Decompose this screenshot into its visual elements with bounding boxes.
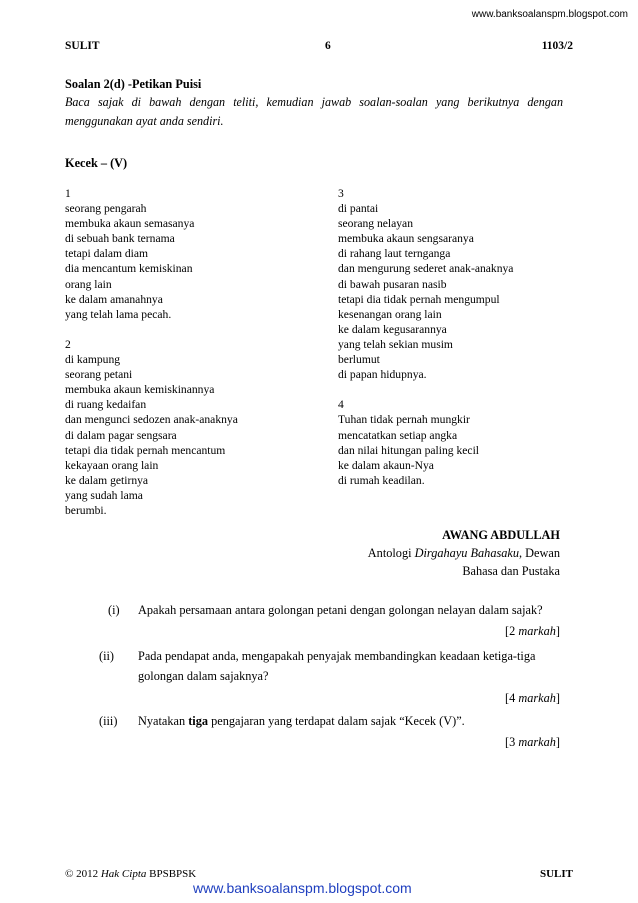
poem-left-line: tetapi dalam diam: [65, 247, 149, 261]
poem-right-line: mencatatkan setiap angka: [338, 428, 458, 442]
poem-right-line: seorang nelayan: [338, 217, 414, 231]
question-3-marks: [505, 735, 560, 750]
poem-left-line: orang lain: [65, 277, 112, 291]
poem-right-column: [338, 186, 513, 488]
poem-left-line: yang telah lama pecah.: [65, 307, 172, 321]
question-3-text: [138, 714, 465, 729]
source-line-1: [368, 546, 560, 561]
instruction-line-1: Baca sajak di bawah dengan teliti, kemudian jawab soalan-soalan yang berikutnya dengan: [65, 95, 563, 109]
poem-left-line: kekayaan orang lain: [65, 458, 159, 472]
question-3-text-pre: Nyatakan: [138, 714, 189, 728]
poem-right-line: di papan hidupnya.: [338, 368, 427, 382]
poem-right-line: Tuhan tidak pernah mungkir: [338, 413, 470, 427]
source-suffix: , Dewan: [519, 546, 560, 560]
poem-title: Kecek – (V): [65, 156, 128, 170]
marks-word: markah: [518, 691, 556, 705]
footer-sulit: SULIT: [539, 868, 573, 880]
marks-word: markah: [518, 735, 556, 749]
instruction-line-2: menggunakan ayat anda sendiri.: [65, 114, 224, 128]
marks-word: markah: [518, 624, 556, 638]
marks-close: ]: [555, 624, 560, 638]
question-title: Soalan 2(d) -Petikan Puisi: [65, 77, 202, 91]
poem-right-line: di pantai: [338, 202, 379, 216]
poem-left-line: 2: [65, 337, 71, 351]
copyright-ital: Hak Cipta: [100, 868, 147, 880]
poem-left-line: di kampung: [65, 353, 121, 367]
poem-left-line: di dalam pagar sengsara: [65, 428, 177, 442]
poem-left-line: ke dalam getirnya: [65, 473, 149, 487]
poem-left-line: membuka akaun semasanya: [65, 217, 195, 231]
poem-left-line: dia mencantum kemiskinan: [65, 262, 193, 276]
poem-left-line: dan mengunci sedozen anak-anaknya: [65, 413, 238, 427]
marks-open: [2: [504, 624, 519, 638]
poem-right-line: membuka akaun sengsaranya: [338, 232, 474, 246]
source-title: Dirgahayu Bahasaku: [414, 546, 520, 560]
question-2-number: (ii): [99, 649, 115, 663]
author-name: AWANG ABDULLAH: [442, 528, 560, 542]
poem-left-line: membuka akaun kemiskinannya: [65, 383, 215, 397]
poem-left-line: di ruang kedaifan: [65, 398, 147, 412]
poem-right-line: kesenangan orang lain: [338, 307, 442, 321]
question-2-text: Pada pendapat anda, mengapakah penyajak membandingkan keadaan ketiga-tiga: [138, 649, 536, 663]
marks-close: ]: [555, 735, 560, 749]
question-3-text-bold: tiga: [188, 714, 209, 728]
poem-left-line: 1: [65, 187, 71, 200]
source-prefix: Antologi: [367, 546, 415, 560]
stanza-gap: [65, 322, 238, 337]
marks-close: ]: [555, 691, 560, 705]
copyright: [65, 868, 196, 880]
question-1-number: (i): [108, 603, 120, 617]
poem-right-line: tetapi dia tidak pernah mengumpul: [338, 292, 500, 306]
poem-right-line: yang telah sekian musim: [338, 337, 453, 351]
poem-right-line: di rumah keadilan.: [338, 473, 425, 487]
poem-right-line: dan mengurung sederet anak-anaknya: [338, 262, 514, 276]
copyright-post: BPSBPSK: [146, 868, 197, 880]
paper-code: 1103/2: [541, 40, 573, 52]
marks-open: [4: [504, 691, 519, 705]
poem-right-line: 4: [338, 398, 344, 412]
watermark-bottom[interactable]: www.banksoalanspm.blogspot.com: [193, 880, 412, 896]
copyright-pre: © 2012: [65, 868, 101, 880]
question-3-text-post: pengajaran yang terdapat dalam sajak “Kecek (V)”.: [208, 714, 465, 728]
poem-right-line: di bawah pusaran nasib: [338, 277, 447, 291]
marks-open: [3: [504, 735, 519, 749]
poem-left-line: ke dalam amanahnya: [65, 292, 163, 306]
poem-right-line: berlumut: [338, 353, 380, 367]
poem-right-line: di rahang laut ternganga: [338, 247, 451, 261]
source-line-2: Bahasa dan Pustaka: [462, 564, 560, 578]
poem-left-line: berumbi.: [65, 503, 107, 517]
stanza-gap: [338, 382, 513, 397]
poem-right-line: dan nilai hitungan paling kecil: [338, 443, 480, 457]
poem-left-line: yang sudah lama: [65, 488, 143, 502]
page-number: 6: [325, 40, 331, 52]
poem-right-line: ke dalam akaun-Nya: [338, 458, 434, 472]
poem-right-line: 3: [338, 187, 344, 200]
poem-left-line: di sebuah bank ternama: [65, 232, 175, 246]
question-1-marks: [505, 624, 560, 639]
poem-left-line: seorang petani: [65, 368, 133, 382]
header-sulit: SULIT: [65, 40, 100, 52]
question-2-text-line-2: golongan dalam sajaknya?: [138, 669, 269, 683]
poem-left-column: [65, 186, 238, 518]
poem-left-line: seorang pengarah: [65, 202, 147, 216]
question-2-marks: [505, 691, 560, 706]
poem-right-line: ke dalam kegusarannya: [338, 322, 447, 336]
poem-left-line: tetapi dia tidak pernah mencantum: [65, 443, 226, 457]
watermark-top: www.banksoalanspm.blogspot.com: [471, 9, 628, 20]
question-1-text: Apakah persamaan antara golongan petani dengan golongan nelayan dalam sajak?: [138, 603, 543, 617]
question-3-number: (iii): [99, 714, 118, 728]
